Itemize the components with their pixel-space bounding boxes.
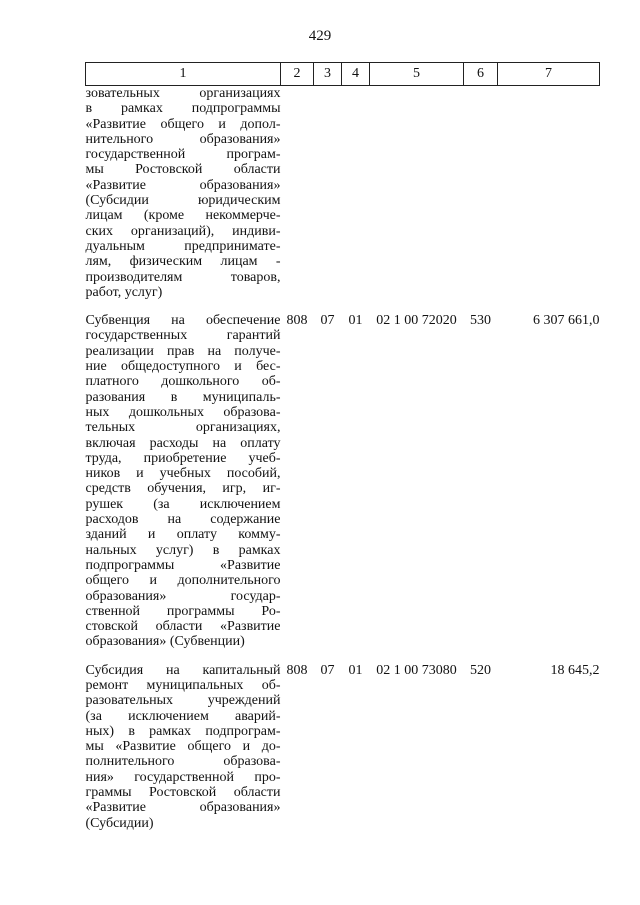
page-number: 429	[308, 28, 332, 44]
description-cell	[86, 313, 281, 650]
amount-cell: 18 645,2	[550, 662, 600, 678]
description-cell	[86, 663, 281, 831]
col-header-4: 4	[342, 63, 370, 86]
budget-table	[85, 62, 600, 831]
subsection-code-cell: 01	[348, 313, 363, 329]
description-line: лицам (кроме некоммерче-	[85, 208, 281, 224]
amount-cell: 6 307 661,0	[533, 313, 600, 329]
row-spacer	[86, 650, 600, 663]
description-line: ния» государственной про-	[85, 769, 281, 785]
description-line: труда, приобретение учеб-	[85, 450, 281, 466]
description-line: мы Ростовской области	[85, 162, 281, 178]
description-line: общего и дополнительного	[85, 573, 281, 589]
header-row	[86, 63, 600, 86]
description-line: платного дошкольного об-	[85, 374, 281, 390]
description-line: ников и учебных пособий,	[85, 466, 281, 482]
row-spacer-cell	[86, 300, 600, 313]
ministry-code-cell: 808	[286, 662, 308, 678]
description-line: (Субсидии юридическим	[85, 193, 281, 209]
description-line: (Субсидии)	[85, 815, 154, 831]
expense-type-cell: 530	[470, 313, 491, 329]
description-line: стовской области «Развитие	[85, 619, 281, 635]
description-line: разовательных учреждений	[85, 693, 281, 709]
description-line: включая расходы на оплату	[85, 435, 281, 451]
table-row	[86, 663, 600, 831]
expense-type-cell: 520	[470, 662, 491, 678]
description-line: образования» государ-	[85, 588, 281, 604]
description-line: средств обучения, игр, иг-	[85, 481, 281, 497]
col-header-7: 7	[498, 63, 600, 86]
description-line: нительного образования»	[85, 131, 281, 147]
col-header-6: 6	[464, 63, 498, 86]
row-spacer	[86, 300, 600, 313]
ministry-code-cell: 808	[286, 313, 308, 329]
description-line: ние общедоступного и бес-	[85, 359, 281, 375]
description-line: Субвенция на обеспечение	[85, 313, 281, 329]
col-header-3: 3	[314, 63, 342, 86]
table-row	[86, 86, 600, 301]
col-header-5: 5	[370, 63, 464, 86]
section-code-cell: 07	[320, 313, 335, 329]
section-code-cell: 07	[320, 662, 335, 678]
description-line: зданий и оплату комму-	[85, 527, 281, 543]
expense-type-cell	[464, 86, 498, 301]
description-line: «Развитие общего и допол-	[85, 116, 281, 132]
section-code-cell	[314, 86, 342, 301]
description-line: ремонт муниципальных об-	[85, 677, 281, 693]
description-line: в рамках подпрограммы	[85, 101, 281, 117]
description-line: подпрограммы «Развитие	[85, 557, 281, 573]
description-line: «Развитие образования»	[85, 177, 281, 193]
description-line: образования» (Субвенции)	[85, 634, 245, 650]
description-cell	[86, 86, 281, 301]
description-line: лям, физическим лицам -	[85, 254, 281, 270]
description-line: полнительного образова-	[85, 754, 281, 770]
description-line: разования в муниципаль-	[85, 389, 281, 405]
description-line: ных дошкольных образова-	[85, 404, 281, 420]
table-row	[86, 313, 600, 650]
description-line: ских организаций), индиви-	[85, 223, 281, 239]
description-line: «Развитие образования»	[85, 800, 281, 816]
target-item-cell: 02 1 00 73080	[376, 662, 457, 678]
col-header-1: 1	[86, 63, 281, 86]
description-line: рушек (за исключением	[85, 496, 281, 512]
description-line: (за исключением аварий-	[85, 708, 281, 724]
row-spacer-cell	[86, 650, 600, 663]
subsection-code-cell	[342, 86, 370, 301]
description-line: граммы Ростовской области	[85, 785, 281, 801]
description-line: государственных гарантий	[85, 328, 281, 344]
description-line: реализации прав на получе-	[85, 343, 281, 359]
description-line: мы «Развитие общего и до-	[85, 739, 281, 755]
description-line: ных) в рамках подпрограм-	[85, 723, 281, 739]
description-line: работ, услуг)	[85, 284, 163, 300]
description-line: производителям товаров,	[85, 269, 281, 285]
subsection-code-cell: 01	[348, 662, 363, 678]
description-line: дуальным предпринимате-	[85, 238, 281, 254]
description-line: тельных организациях,	[85, 420, 281, 436]
description-line: государственной програм-	[85, 147, 281, 163]
description-line: зовательных организациях	[85, 86, 281, 101]
col-header-2: 2	[281, 63, 314, 86]
target-item-cell	[370, 86, 464, 301]
description-line: ственной программы Ро-	[85, 603, 281, 619]
description-line: нальных услуг) в рамках	[85, 542, 281, 558]
amount-cell	[498, 86, 600, 301]
description-line: расходов на содержание	[85, 512, 281, 528]
description-line: Субсидия на капитальный	[85, 662, 281, 678]
ministry-code-cell	[281, 86, 314, 301]
target-item-cell: 02 1 00 72020	[376, 313, 457, 329]
